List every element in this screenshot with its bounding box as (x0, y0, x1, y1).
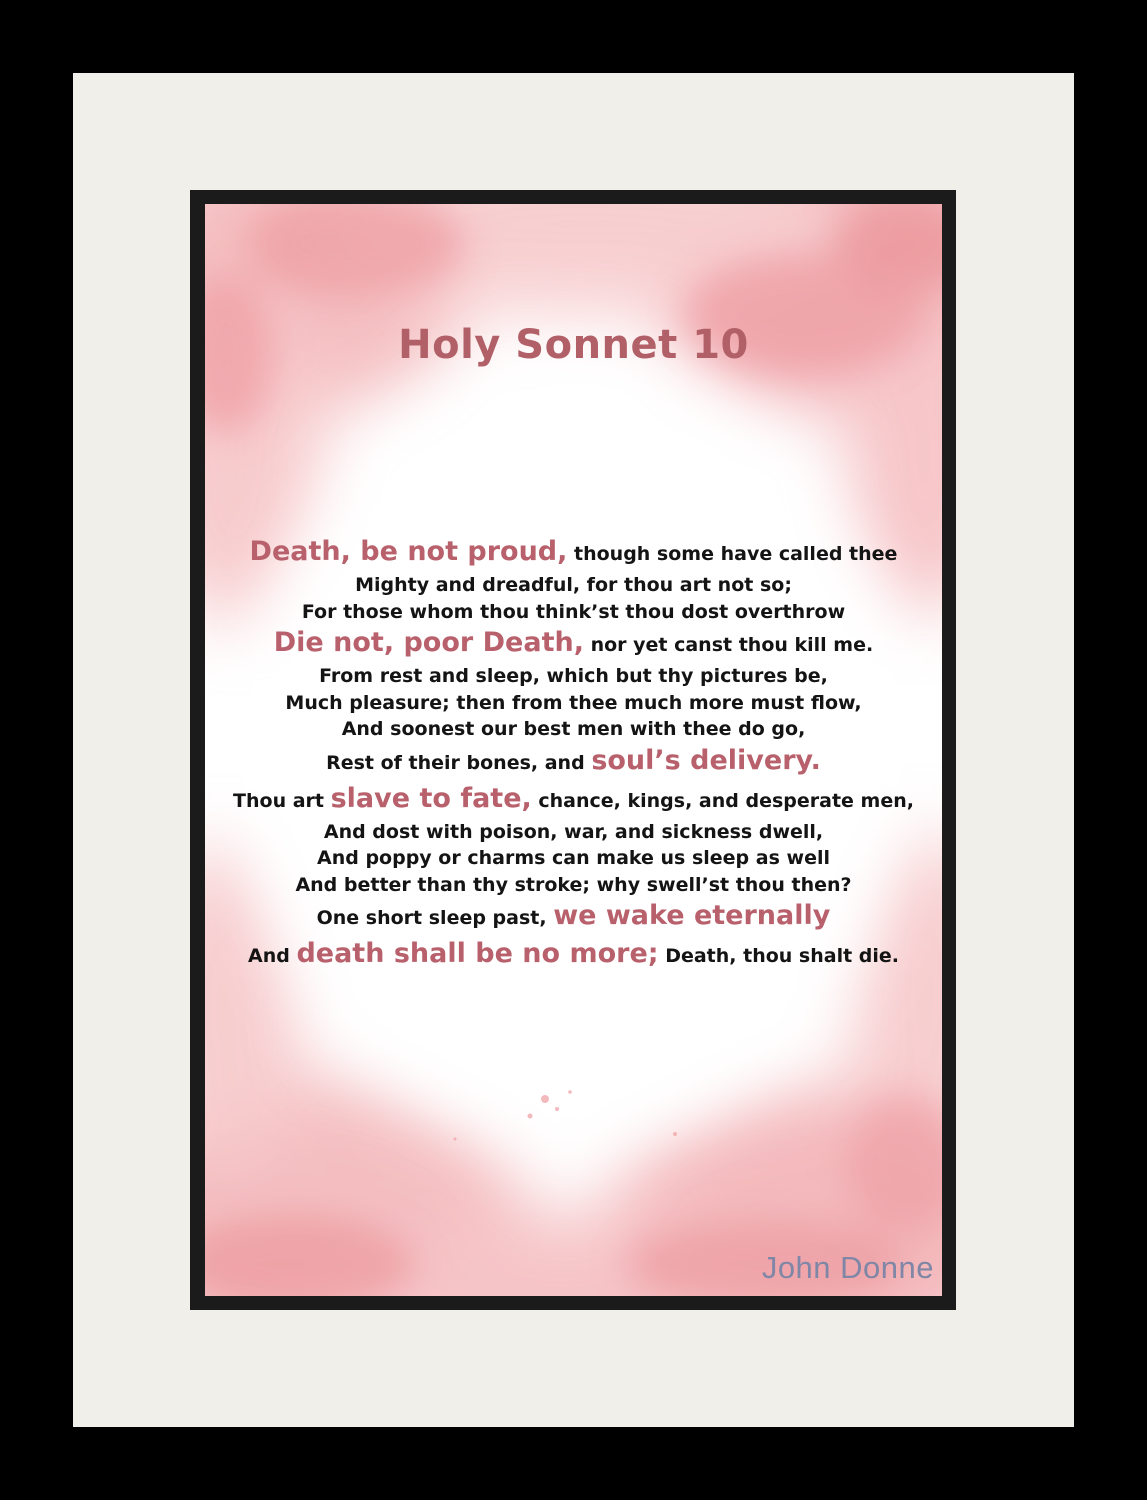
poem-text: And soonest our best men with thee do go, (341, 718, 806, 740)
poem-text: And better than thy stroke; why swell’st thou then? (295, 873, 852, 896)
poem-text: One short sleep past, (316, 907, 554, 929)
poem-text: Mighty and dreadful, for thou art not so; (355, 574, 792, 596)
poem-text: nor yet canst thou kill me. (583, 634, 874, 656)
poem-title: Holy Sonnet 10 (398, 322, 749, 368)
poem-text: Death, thou shalt die. (658, 945, 900, 967)
highlighted-phrase: we wake eternally (553, 900, 831, 931)
poem-text: From rest and sleep, which but thy pictures be, (319, 665, 828, 687)
poem-text: Rest of their bones, and (326, 751, 592, 774)
poem-text: Much pleasure; then from thee much more must flow, (285, 691, 862, 714)
poem-text: For those whom thou think’st thou dost overthrow (301, 600, 846, 623)
poem-text: And dost with poison, war, and sickness dwell, (323, 820, 824, 843)
highlighted-phrase: soul’s delivery. (591, 744, 821, 776)
poem-text: chance, kings, and desperate men, (531, 789, 914, 812)
poem-text: Thou art (233, 789, 331, 812)
highlighted-phrase: slave to fate, (330, 782, 532, 814)
poem-text: And poppy or charms can make us sleep as well (317, 847, 830, 869)
poem-text: And (247, 945, 297, 967)
highlighted-phrase: death shall be no more; (296, 938, 659, 969)
highlighted-phrase: Death, be not proud, (249, 536, 568, 567)
poem-text: though some have called thee (567, 543, 898, 565)
author-signature: John Donne (761, 1250, 934, 1285)
highlighted-phrase: Die not, poor Death, (273, 627, 584, 658)
poem-print (205, 204, 942, 1296)
